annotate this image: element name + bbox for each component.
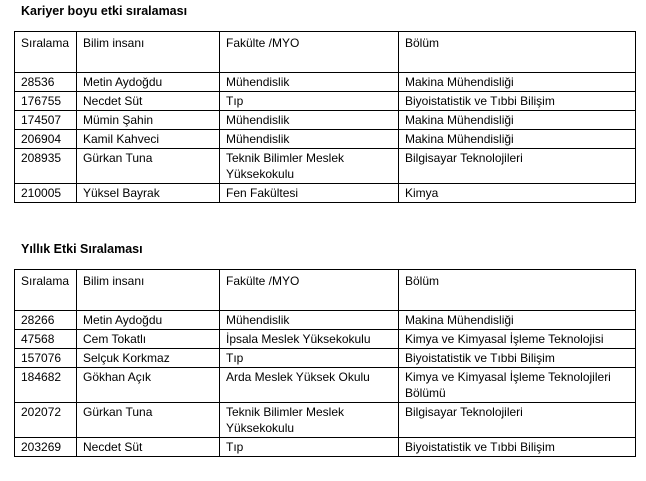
annual-ranking-title: Yıllık Etki Sıralaması (21, 242, 143, 256)
scientist-cell: Mümin Şahin (77, 111, 220, 130)
scientist-cell: Metin Aydoğdu (77, 311, 220, 330)
faculty-cell: Arda Meslek Yüksek Okulu (220, 368, 399, 403)
scientist-cell: Necdet Süt (77, 438, 220, 457)
table-row (15, 184, 636, 203)
scientist-cell: Cem Tokatlı (77, 330, 220, 349)
scientist-cell: Kamil Kahveci (77, 130, 220, 149)
department-cell: Makina Mühendisliği (399, 130, 636, 149)
table-row (15, 438, 636, 457)
faculty-cell: Mühendislik (220, 311, 399, 330)
department-cell: Makina Mühendisliği (399, 311, 636, 330)
table-row (15, 403, 636, 438)
career-ranking-table-body (15, 32, 636, 203)
rank-cell: 210005 (15, 184, 77, 203)
scientist-cell: Selçuk Korkmaz (77, 349, 220, 368)
scientist-cell: Metin Aydoğdu (77, 73, 220, 92)
rank-cell: 184682 (15, 368, 77, 403)
rank-cell: 206904 (15, 130, 77, 149)
annual-ranking-table-body (15, 270, 636, 457)
scientist-cell: Gökhan Açık (77, 368, 220, 403)
department-cell: Makina Mühendisliği (399, 73, 636, 92)
faculty-cell: Fen Fakültesi (220, 184, 399, 203)
column-header-faculty: Fakülte /MYO (220, 32, 399, 73)
table-row (15, 92, 636, 111)
faculty-cell: Tıp (220, 438, 399, 457)
column-header-faculty: Fakülte /MYO (220, 270, 399, 311)
department-cell: Makina Mühendisliği (399, 111, 636, 130)
column-header-rank: Sıralama (15, 270, 77, 311)
rank-cell: 157076 (15, 349, 77, 368)
department-cell: Bilgisayar Teknolojileri (399, 149, 636, 184)
table-row (15, 111, 636, 130)
faculty-cell: Tıp (220, 92, 399, 111)
rank-cell: 208935 (15, 149, 77, 184)
department-cell: Bilgisayar Teknolojileri (399, 403, 636, 438)
column-header-department: Bölüm (399, 270, 636, 311)
column-header-scientist: Bilim insanı (77, 32, 220, 73)
column-header-rank: Sıralama (15, 32, 77, 73)
table-header-row (15, 32, 636, 73)
scientist-cell: Gürkan Tuna (77, 149, 220, 184)
rank-cell: 174507 (15, 111, 77, 130)
table-header-row (15, 270, 636, 311)
faculty-cell: Teknik Bilimler Meslek Yüksekokulu (220, 403, 399, 438)
faculty-cell: Mühendislik (220, 111, 399, 130)
department-cell: Kimya ve Kimyasal İşleme Teknolojileri Bölümü (399, 368, 636, 403)
column-header-scientist: Bilim insanı (77, 270, 220, 311)
career-ranking-table (14, 31, 636, 203)
faculty-cell: Teknik Bilimler Meslek Yüksekokulu (220, 149, 399, 184)
rank-cell: 202072 (15, 403, 77, 438)
table-row (15, 149, 636, 184)
faculty-cell: Mühendislik (220, 130, 399, 149)
column-header-department: Bölüm (399, 32, 636, 73)
table-row (15, 73, 636, 92)
faculty-cell: İpsala Meslek Yüksekokulu (220, 330, 399, 349)
department-cell: Kimya ve Kimyasal İşleme Teknolojisi (399, 330, 636, 349)
rank-cell: 47568 (15, 330, 77, 349)
department-cell: Biyoistatistik ve Tıbbi Bilişim (399, 438, 636, 457)
department-cell: Kimya (399, 184, 636, 203)
table-row (15, 130, 636, 149)
scientist-cell: Yüksel Bayrak (77, 184, 220, 203)
table-row (15, 330, 636, 349)
department-cell: Biyoistatistik ve Tıbbi Bilişim (399, 92, 636, 111)
scientist-cell: Gürkan Tuna (77, 403, 220, 438)
table-row (15, 368, 636, 403)
rank-cell: 28536 (15, 73, 77, 92)
table-row (15, 311, 636, 330)
table-row (15, 349, 636, 368)
rank-cell: 176755 (15, 92, 77, 111)
rank-cell: 203269 (15, 438, 77, 457)
scientist-cell: Necdet Süt (77, 92, 220, 111)
annual-ranking-table (14, 269, 636, 457)
faculty-cell: Tıp (220, 349, 399, 368)
department-cell: Biyoistatistik ve Tıbbi Bilişim (399, 349, 636, 368)
rank-cell: 28266 (15, 311, 77, 330)
career-ranking-title: Kariyer boyu etki sıralaması (21, 4, 188, 18)
faculty-cell: Mühendislik (220, 73, 399, 92)
